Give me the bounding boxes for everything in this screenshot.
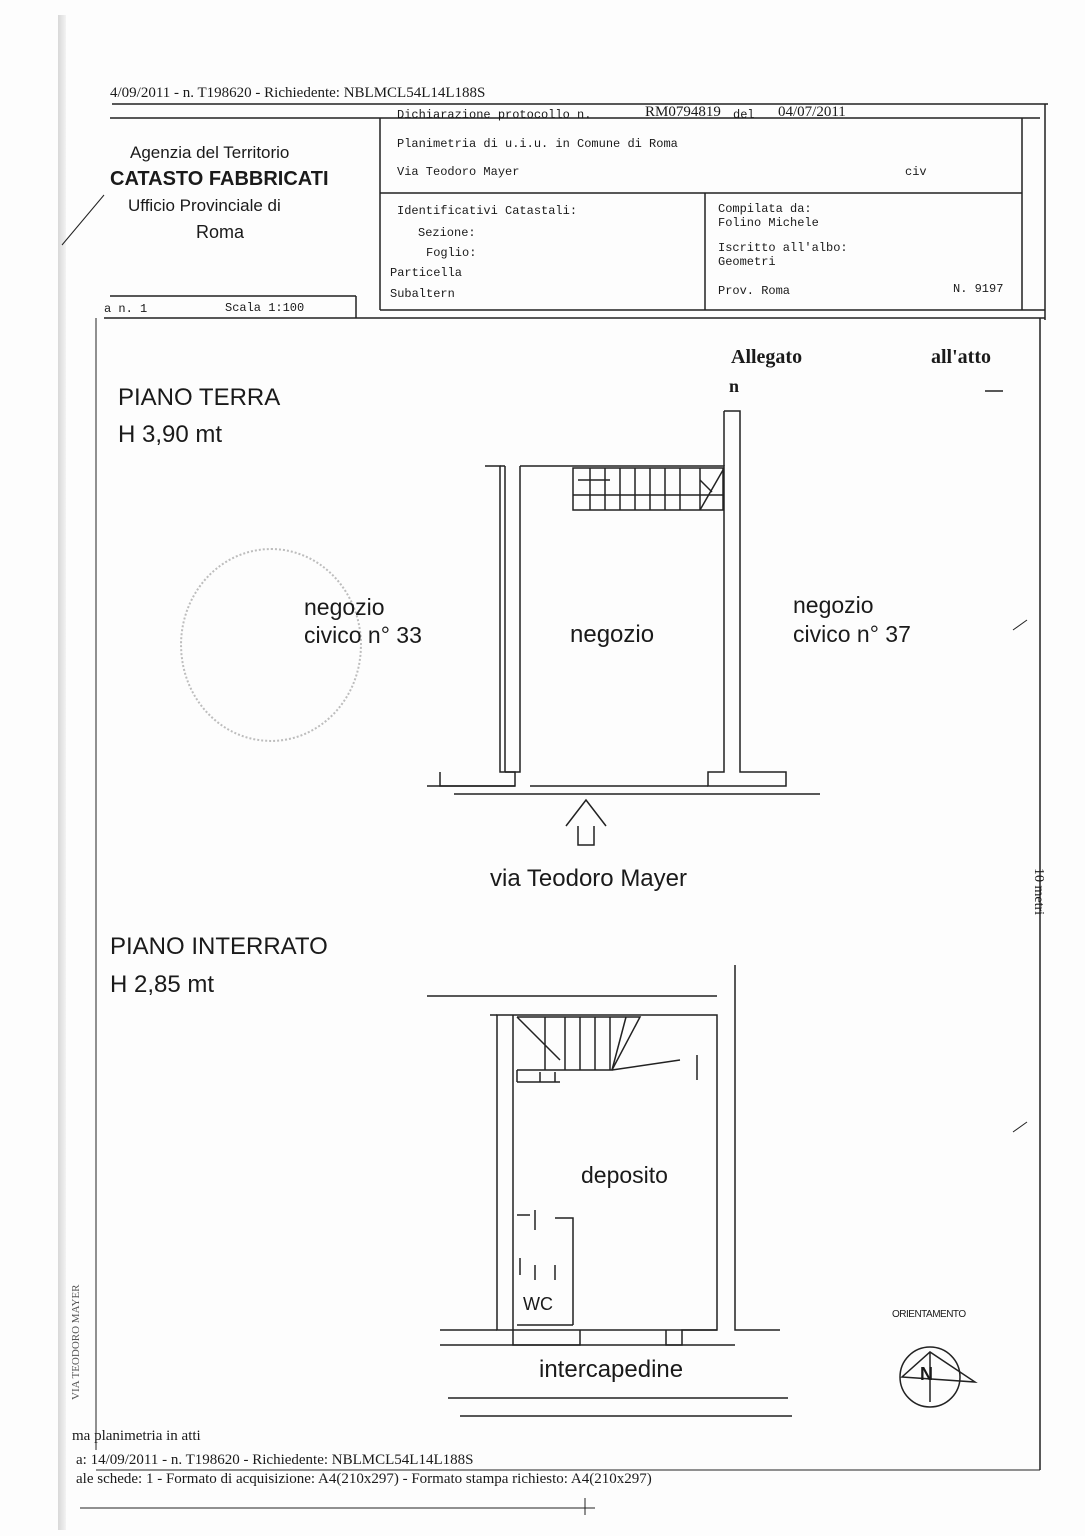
left-shop-civic: civico n° 33 xyxy=(304,622,422,648)
province-label: Prov. Roma xyxy=(718,284,791,298)
compass-icon: N xyxy=(920,1364,933,1384)
planimetry-label: Planimetria di u.i.u. in Comune di Roma xyxy=(397,137,678,151)
register-number: N. 9197 xyxy=(953,282,1004,296)
catasto-title: CATASTO FABBRICATI xyxy=(110,168,329,190)
basement-height: H 2,85 mt xyxy=(110,971,215,998)
ground-floor-height: H 3,90 mt xyxy=(118,421,223,448)
declaration-date: 04/07/2011 xyxy=(778,104,846,120)
agency-name: Agenzia del Territorio xyxy=(130,143,290,162)
shop-room-label: negozio xyxy=(570,621,655,648)
left-shop-label: negozio xyxy=(304,594,385,620)
protocol-number: RM0794819 xyxy=(645,104,721,120)
address-label: Via Teodoro Mayer xyxy=(397,165,520,179)
identifiers-label: Identificativi Catastali: xyxy=(397,204,578,218)
allegato-label: Allegato xyxy=(731,346,803,368)
office-label: Ufficio Provinciale di xyxy=(128,196,281,215)
footer-format-line: ale schede: 1 - Formato di acquisizione: A4(210x297) - Formato stampa richiesto: A4(210x297) xyxy=(76,1471,652,1487)
allegato-number: n xyxy=(729,376,740,396)
section-label: Sezione: xyxy=(418,226,476,240)
civic-label: civ xyxy=(905,165,927,179)
basement-title: PIANO INTERRATO xyxy=(110,933,328,960)
sheet-number: a n. 1 xyxy=(104,302,148,316)
register-value: Geometri xyxy=(718,255,776,269)
parcel-label: Particella xyxy=(390,266,463,280)
register-label: Iscritto all'albo: xyxy=(718,241,848,255)
gap-label: intercapedine xyxy=(539,1356,684,1383)
del-label: del xyxy=(733,108,755,122)
street-label: via Teodoro Mayer xyxy=(490,865,687,892)
sheet-label: Foglio: xyxy=(426,246,477,260)
right-shop-civic: civico n° 37 xyxy=(793,621,911,647)
ground-floor-title: PIANO TERRA xyxy=(118,384,281,411)
storage-room-label: deposito xyxy=(581,1162,668,1188)
side-address-text: VIA TEODORO MAYER xyxy=(70,1284,82,1400)
wc-label: WC xyxy=(523,1294,553,1314)
scale-bar-label: 10 metri xyxy=(1031,868,1046,916)
orientation-label: ORIENTAMENTO xyxy=(892,1309,966,1320)
header-request-line: 4/09/2011 - n. T198620 - Richiedente: NBLMCL54L14L188S xyxy=(110,85,486,101)
compiled-by-label: Compilata da: xyxy=(718,202,812,216)
office-city: Roma xyxy=(196,222,245,242)
scale-label: Scala 1:100 xyxy=(225,301,305,315)
subaltern-label: Subaltern xyxy=(390,287,455,301)
footer-request-line: a: 14/09/2011 - n. T198620 - Richiedente: NBLMCL54L14L188S xyxy=(76,1452,474,1468)
declaration-label: Dichiarazione protocollo n. xyxy=(397,108,592,122)
compiler-name: Folino Michele xyxy=(718,216,819,230)
footer-note: ma planimetria in atti xyxy=(72,1428,201,1444)
right-shop-label: negozio xyxy=(793,592,874,618)
allegato-atto: all'atto xyxy=(931,346,991,368)
